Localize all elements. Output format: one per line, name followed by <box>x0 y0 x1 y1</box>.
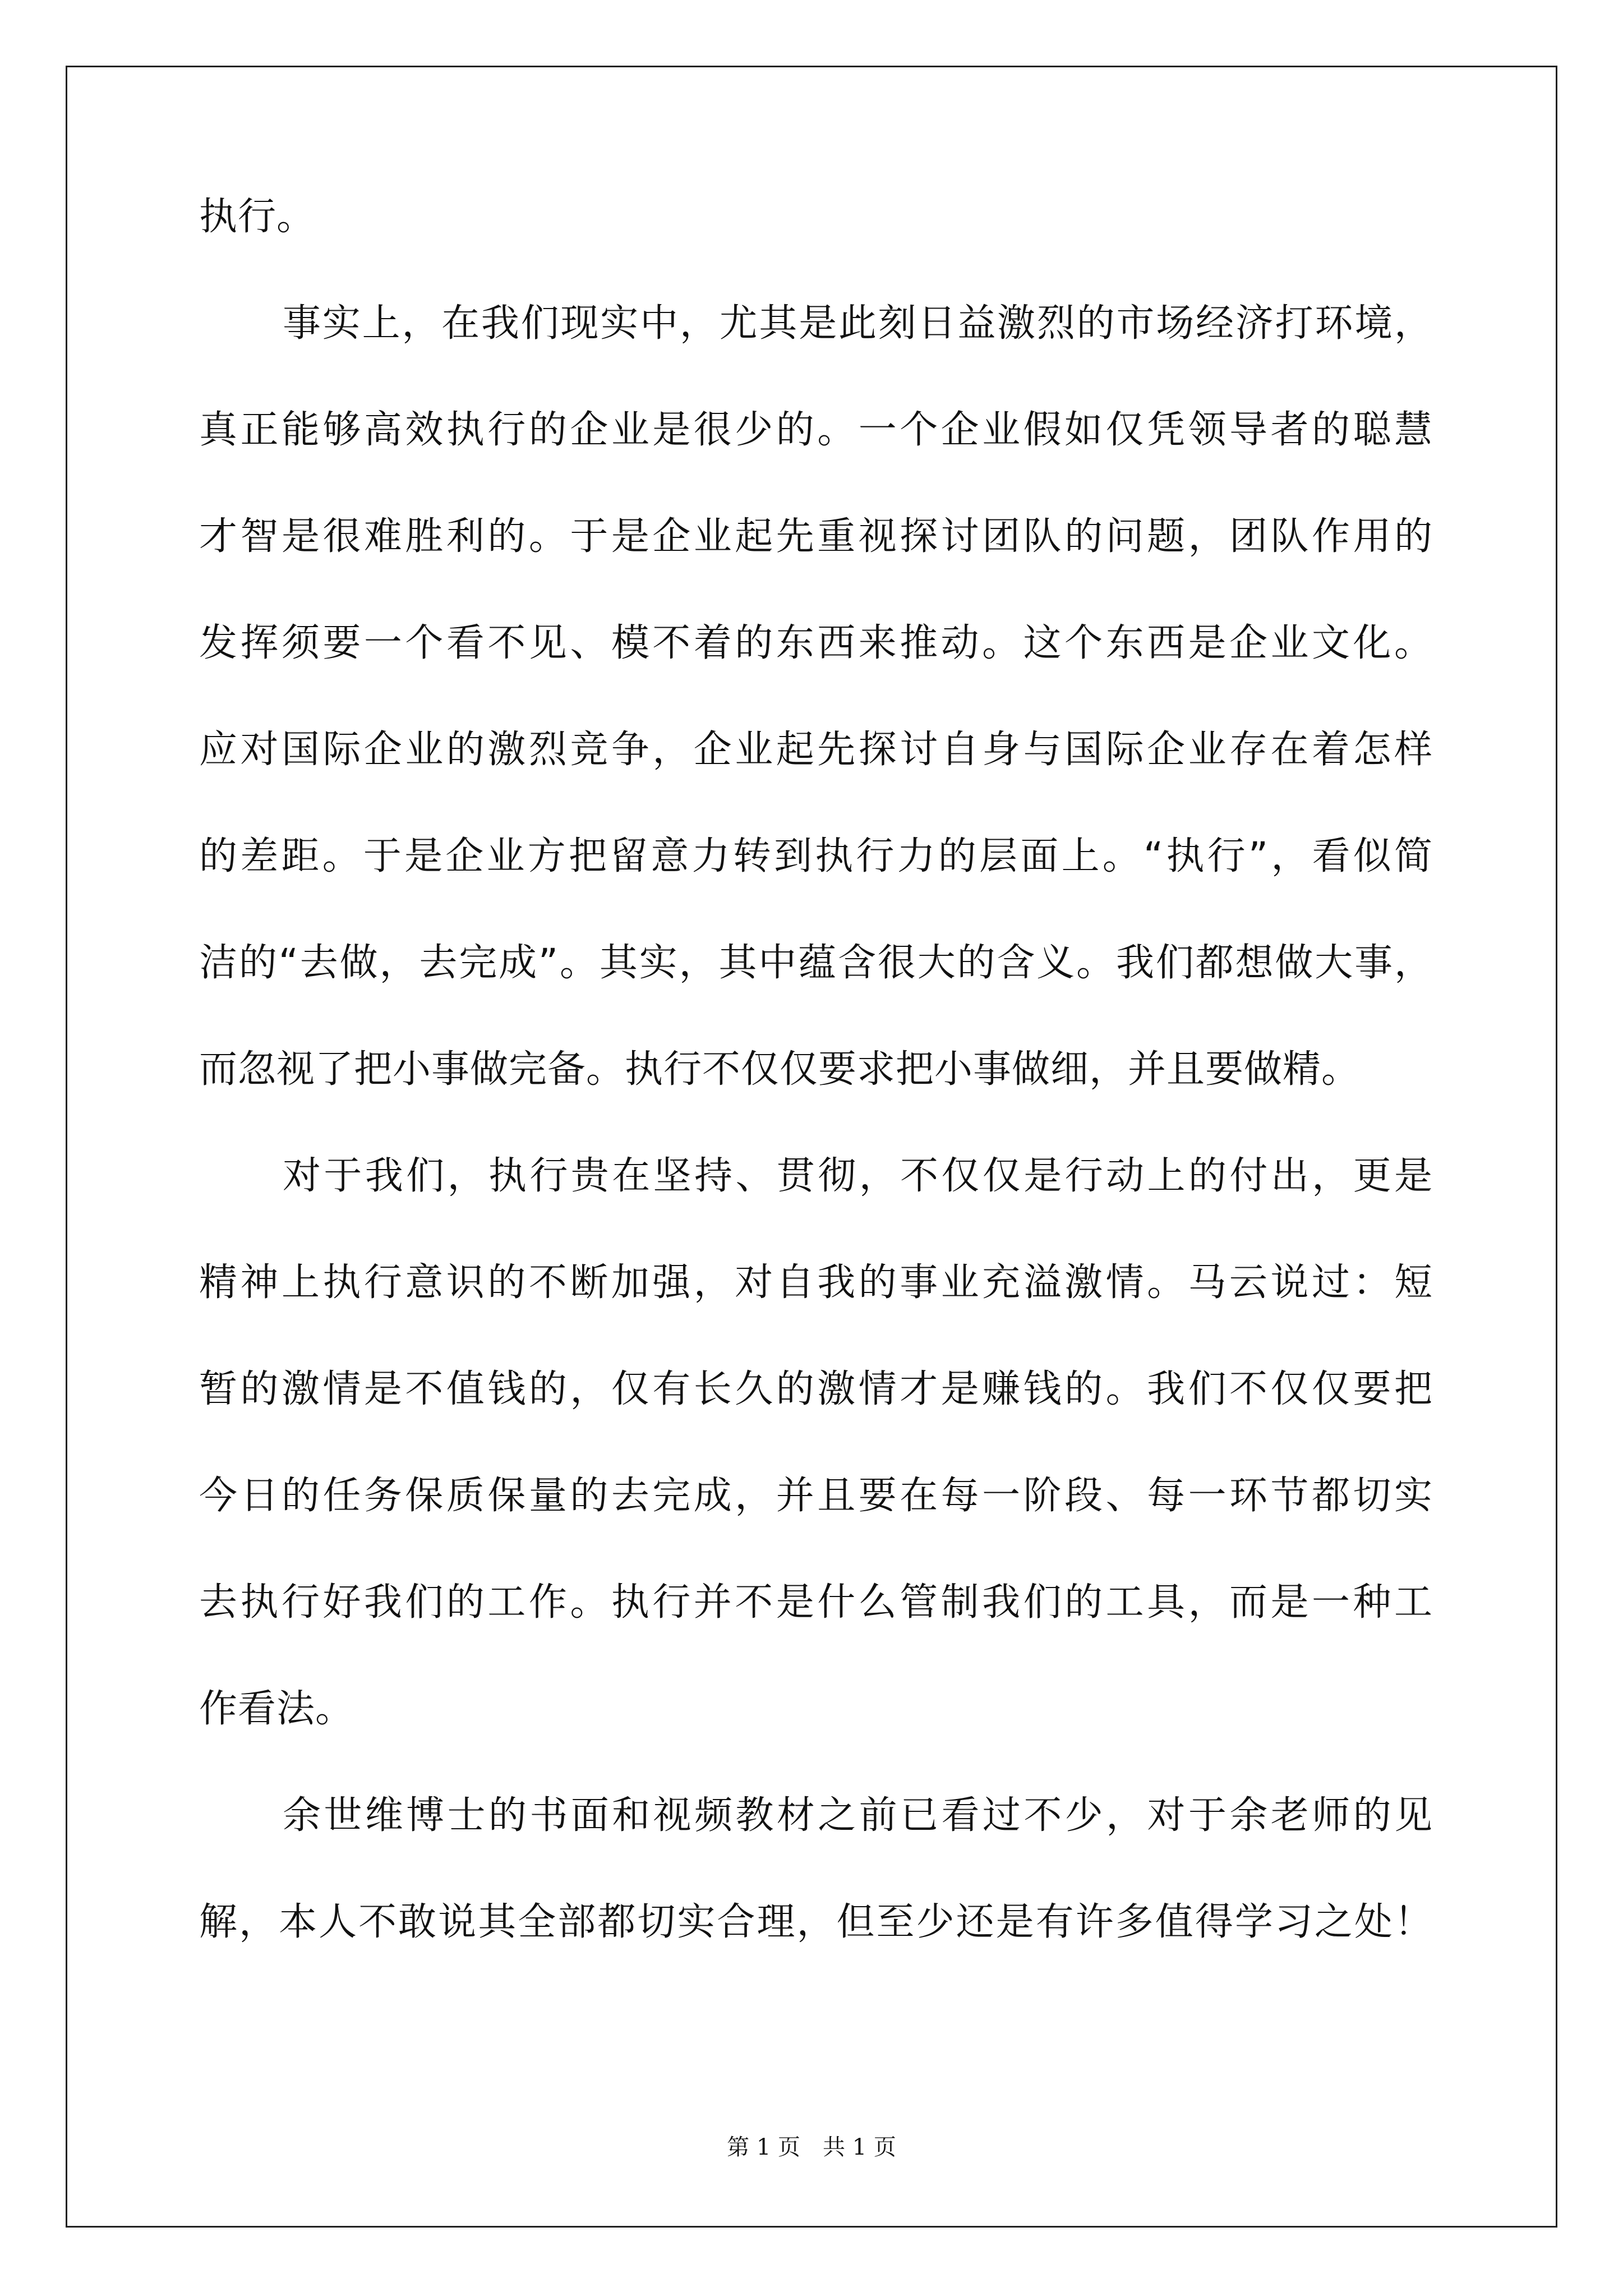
text-line-15: 作看法。 <box>199 1687 354 1731</box>
text-line-10: 对于我们，执行贵在坚持、贯彻，不仅仅是行动上的付出，更是 <box>283 1154 1433 1198</box>
text-line-2: 事实上，在我们现实中，尤其是此刻日益激烈的市场经济打环境， <box>283 301 1433 346</box>
text-line-3: 真正能够高效执行的企业是很少的。一个企业假如仅凭领导者的聪慧 <box>199 408 1433 452</box>
text-line-4: 才智是很难胜利的。于是企业起先重视探讨团队的问题，团队作用的 <box>199 514 1433 559</box>
text-line-9: 而忽视了把小事做完备。执行不仅仅要求把小事做细，并且要做精。 <box>199 1047 1361 1092</box>
text-line-16: 余世维博士的书面和视频教材之前已看过不少，对于余老师的见 <box>283 1793 1433 1838</box>
text-line-7: 的差距。于是企业方把留意力转到执行力的层面上。“执行”，看似简 <box>199 834 1433 878</box>
text-line-5: 发挥须要一个看不见、模不着的东西来推动。这个东西是企业文化。 <box>199 621 1433 665</box>
document-body <box>199 196 1433 2008</box>
text-line-11: 精神上执行意识的不断加强，对自我的事业充溢激情。马云说过：短 <box>199 1260 1433 1305</box>
page-total: 共 1 页 <box>823 2134 896 2160</box>
text-line-6: 应对国际企业的激烈竞争，企业起先探讨自身与国际企业存在着怎样 <box>199 728 1433 772</box>
text-line-1: 执行。 <box>199 195 316 239</box>
text-line-17: 解，本人不敢说其全部都切实合理，但至少还是有许多值得学习之处！ <box>199 1900 1433 1944</box>
page-number: 第 1 页 <box>727 2134 800 2160</box>
text-line-8: 洁的“去做，去完成”。其实，其中蕴含很大的含义。我们都想做大事， <box>199 941 1433 985</box>
text-line-12: 暂的激情是不值钱的，仅有长久的激情才是赚钱的。我们不仅仅要把 <box>199 1367 1433 1411</box>
page-footer <box>0 2133 1623 2161</box>
text-line-14: 去执行好我们的工作。执行并不是什么管制我们的工具，而是一种工 <box>199 1580 1433 1625</box>
text-line-13: 今日的任务保质保量的去完成，并且要在每一阶段、每一环节都切实 <box>199 1474 1433 1518</box>
